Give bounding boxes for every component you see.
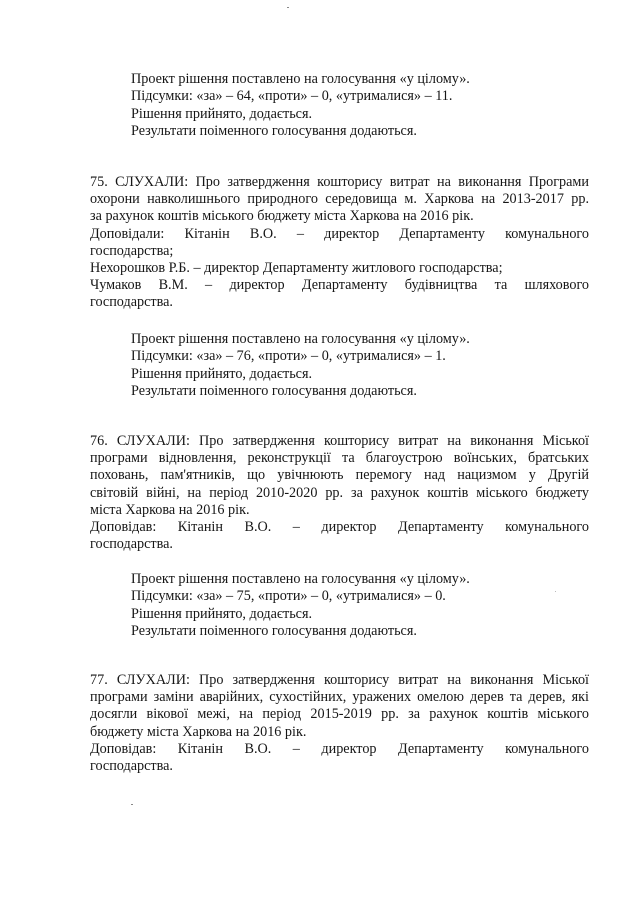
vote-roll-call-line: Результати поіменного голосування додаються. — [131, 623, 417, 640]
item-line: світовій війні, на період 2010-2020 рр. за рахунок коштів міського бюджету — [90, 484, 589, 501]
item-line: міста Харкова на 2016 рік. — [90, 501, 250, 518]
vote-results-line: Підсумки: «за» – 64, «проти» – 0, «утрималися» – 11. — [131, 88, 453, 105]
vote-decision-line: Рішення прийнято, додається. — [131, 605, 313, 622]
item-line: охорони навколишнього природного середовища м. Харкова на 2013-2017 рр. — [90, 191, 589, 208]
vote-project-line: Проект рішення поставлено на голосування «у цілому». — [131, 71, 470, 87]
scan-speck — [131, 804, 133, 805]
vote-decision-line: Рішення прийнято, додається. — [131, 365, 313, 382]
agenda-item-76 — [90, 433, 589, 553]
scan-speck — [555, 591, 556, 592]
vote-roll-call-line: Результати поіменного голосування додаються. — [131, 383, 417, 400]
speaker-line: Доповідали: Кітанін В.О. – директор Департаменту комунального — [90, 225, 589, 242]
speaker-line: господарства; — [90, 242, 174, 259]
vote-project-line: Проект рішення поставлено на голосування «у цілому». — [131, 331, 470, 347]
vote-results-line: Підсумки: «за» – 76, «проти» – 0, «утрималися» – 1. — [131, 348, 446, 365]
speaker-line: господарства. — [90, 294, 173, 311]
agenda-item-75 — [90, 174, 589, 312]
vote-block — [131, 571, 470, 641]
item-line: за рахунок коштів міського бюджету міста Харкова на 2016 рік. — [90, 208, 474, 225]
vote-roll-call-line: Результати поіменного голосування додаються. — [131, 123, 417, 140]
speaker-line: Чумаков В.М. – директор Департаменту будівництва та шляхового — [90, 277, 589, 294]
vote-block — [131, 331, 470, 401]
speaker-line: господарства. — [90, 536, 173, 553]
speaker-line: Доповідав: Кітанін В.О. – директор Департаменту комунального — [90, 519, 589, 536]
item-line: 76. СЛУХАЛИ: Про затвердження кошторису витрат на виконання Міської — [90, 433, 589, 449]
item-line: поховань, пам'ятників, що увічнюють перемогу над нацизмом у Другій — [90, 467, 589, 484]
item-line: програми відновлення, реконструкції та благоустрою воїнських, братських — [90, 450, 589, 467]
vote-results-line: Підсумки: «за» – 75, «проти» – 0, «утрималися» – 0. — [131, 588, 446, 605]
vote-block — [131, 71, 470, 141]
speaker-line: Нехорошков Р.Б. – директор Департаменту житлового господарства; — [90, 260, 503, 277]
item-line: бюджету міста Харкова на 2016 рік. — [90, 723, 307, 740]
agenda-item-77 — [90, 672, 589, 775]
item-line: програми заміни аварійних, сухостійних, уражених омелою дерев та дерев, які — [90, 689, 589, 706]
scan-speck — [287, 7, 289, 8]
item-line: досягли вікової межі, на період 2015-2019 рр. за рахунок коштів міського — [90, 706, 589, 723]
vote-decision-line: Рішення прийнято, додається. — [131, 105, 313, 122]
vote-project-line: Проект рішення поставлено на голосування «у цілому». — [131, 571, 470, 587]
speaker-line: Доповідав: Кітанін В.О. – директор Департаменту комунального — [90, 740, 589, 757]
speaker-line: господарства. — [90, 758, 173, 775]
item-line: 75. СЛУХАЛИ: Про затвердження кошторису витрат на виконання Програми — [90, 174, 589, 190]
item-line: 77. СЛУХАЛИ: Про затвердження кошторису витрат на виконання Міської — [90, 672, 589, 688]
